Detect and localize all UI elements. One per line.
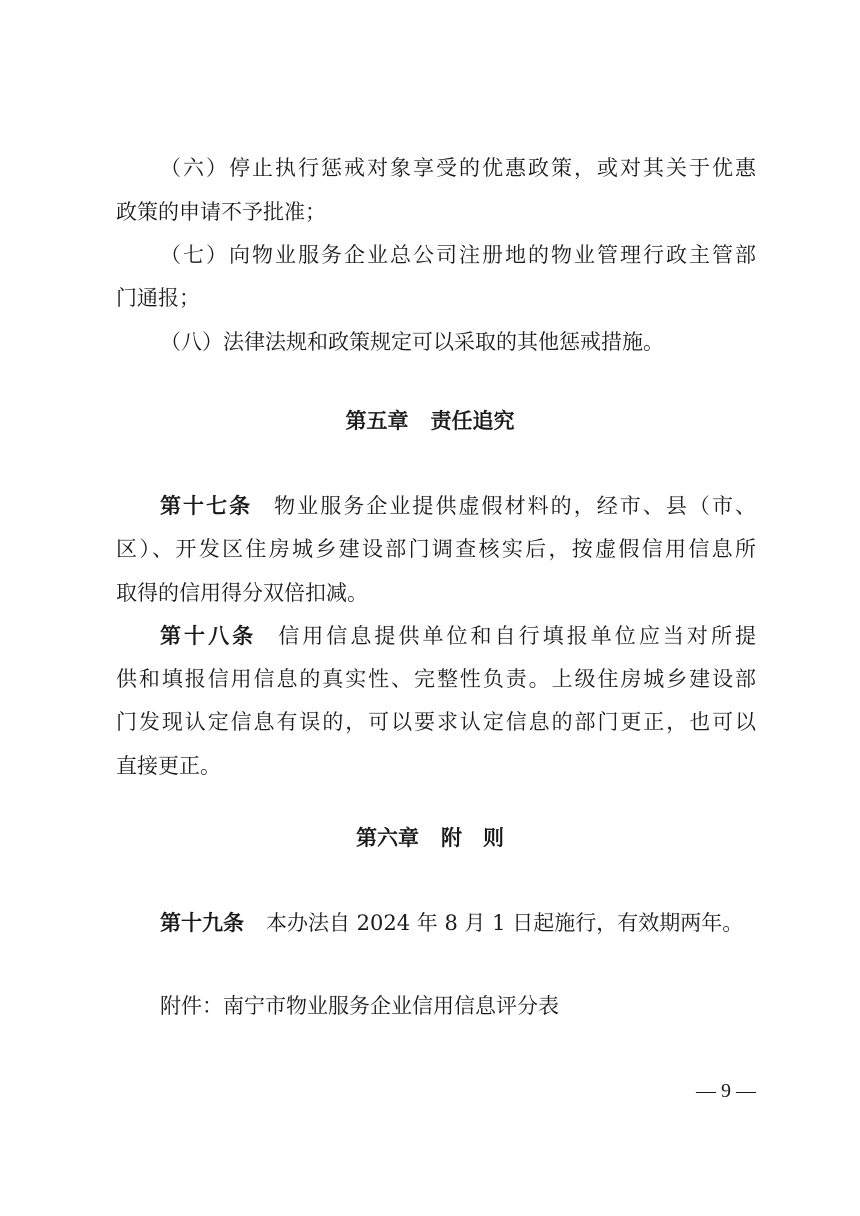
article-17-line-3: 取得的信用得分双倍扣减。 <box>116 581 368 605</box>
chapter-6-heading <box>0 823 860 853</box>
item-6-line-1: （六）停止执行惩戒对象享受的优惠政策，或对其关于优惠 <box>160 156 756 180</box>
article-19-line-1 <box>160 908 756 938</box>
article-18-text-1: 信用信息提供单位和自行填报单位应当对所提 <box>278 624 757 648</box>
attachment-note: 附件：南宁市物业服务企业信用信息评分表 <box>160 994 559 1018</box>
chapter-5-number: 第五章 <box>345 409 409 433</box>
article-19-text: 本办法自 2024 年 8 月 1 日起施行，有效期两年。 <box>266 911 744 935</box>
item-7-line-1: （七）向物业服务企业总公司注册地的物业管理行政主管部 <box>160 243 756 267</box>
article-19-label: 第十九条 <box>160 911 244 935</box>
article-18-line-4: 直接更正。 <box>116 754 221 778</box>
article-17-line-2: 区）、开发区住房城乡建设部门调查核实后，按虚假信用信息所 <box>116 537 756 561</box>
article-18-line-1 <box>160 621 756 651</box>
page-number: — 9 — <box>696 1080 756 1102</box>
chapter-6-number: 第六章 <box>356 826 419 850</box>
item-7-line-2: 门通报； <box>116 286 200 310</box>
chapter-5-title: 责任追究 <box>430 409 515 433</box>
article-17-label: 第十七条 <box>160 494 253 518</box>
item-8-line-1: （八）法律法规和政策规定可以采取的其他惩戒措施。 <box>160 330 664 354</box>
article-18-line-3: 门发现认定信息有误的，可以要求认定信息的部门更正，也可以 <box>116 710 756 734</box>
chapter-5-heading <box>0 406 860 436</box>
chapter-6-title: 附 则 <box>441 826 504 850</box>
article-17-line-1 <box>160 491 756 521</box>
article-17-text-1: 物业服务企业提供虚假材料的，经市、县（市、 <box>274 494 757 518</box>
article-18-label: 第十八条 <box>160 624 257 648</box>
article-18-line-2: 供和填报信用信息的真实性、完整性负责。上级住房城乡建设部 <box>116 667 756 691</box>
item-6-line-2: 政策的申请不予批准； <box>116 200 326 224</box>
